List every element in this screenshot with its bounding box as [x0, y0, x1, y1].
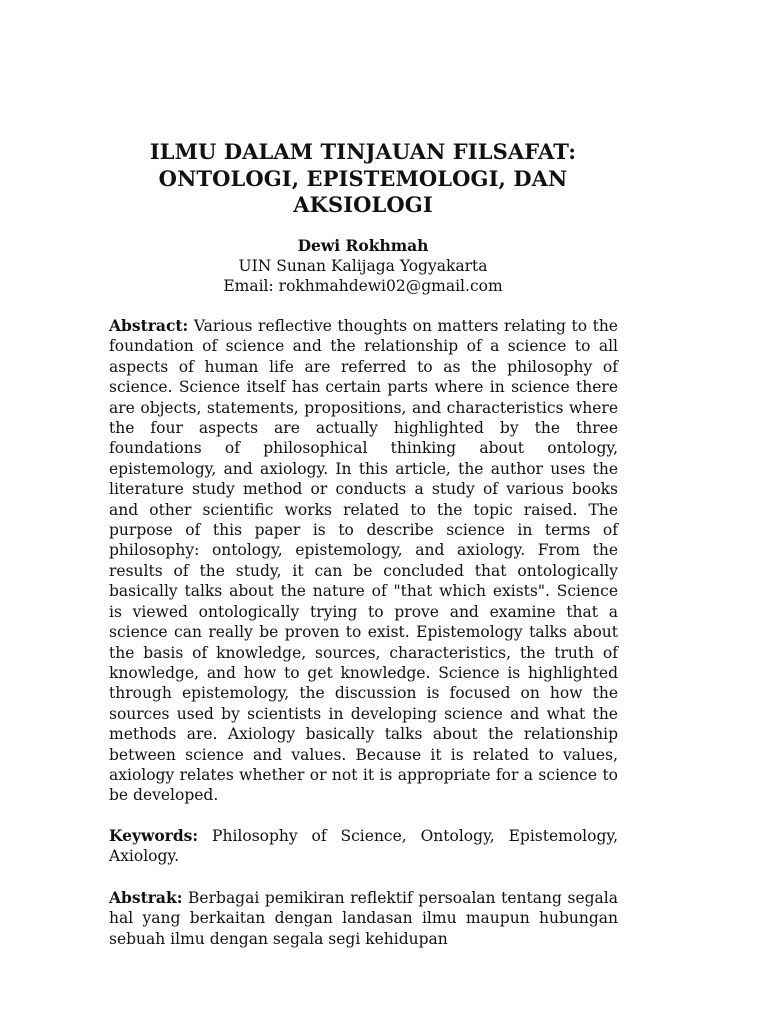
abstract-indonesian — [109, 888, 618, 949]
title-line-3: AKSIOLOGI — [293, 192, 433, 217]
abstract-english — [109, 316, 618, 806]
author-affiliation: UIN Sunan Kalijaga Yogyakarta — [238, 257, 488, 275]
abstrak-text: Berbagai pemikiran reflektif persoalan tentang segala hal yang berkaitan dengan landasan ilmu maupun hubungan sebuah ilmu dengan segala segi kehidupan — [109, 889, 618, 948]
keywords-label: Keywords: — [109, 826, 199, 845]
paper-title — [100, 139, 626, 219]
abstrak-label: Abstrak: — [109, 888, 183, 907]
title-line-1: ILMU DALAM TINJAUAN FILSAFAT: — [149, 139, 577, 164]
keywords-paragraph — [109, 826, 618, 867]
abstract-text: Various reflective thoughts on matters relating to the foundation of science and the relationship of a science to all aspects of human life are referred to as the philosophy of science. Science itself has certain parts where in science there are objects, statements, propositions, and characteristics where the four aspects are actually highlighted by the three foundations of philosophical thinking about ontology, epistemology, and axiology. In this article, the author uses the literature study method or conducts a study of various books and other scientific works related to the topic raised. The purpose of this paper is to describe science in terms of philosophy: ontology, epistemology, and axiology. From the results of the study, it can be concluded that ontologically basically talks about the nature of "that which exists". Science is viewed ontologically trying to prove and examine that a science can really be proven to exist. Epistemology talks about the basis of knowledge, sources, characteristics, the truth of knowledge, and how to get knowledge. Science is highlighted through epistemology, the discussion is focused on how the sources used by scientists in developing science and what the methods are. Axiology basically talks about the relationship between science and values. Because it is related to values, axiology relates whether or not it is appropriate for a science to be developed. — [109, 317, 618, 805]
author-block — [100, 236, 626, 296]
title-line-2: ONTOLOGI, EPISTEMOLOGI, DAN — [158, 165, 568, 191]
abstract-label: Abstract: — [109, 316, 189, 335]
keywords-text: Philosophy of Science, Ontology, Epistemology, Axiology. — [109, 827, 618, 866]
author-name: Dewi Rokhmah — [297, 236, 429, 255]
author-email: Email: rokhmahdewi02@gmail.com — [223, 277, 503, 295]
